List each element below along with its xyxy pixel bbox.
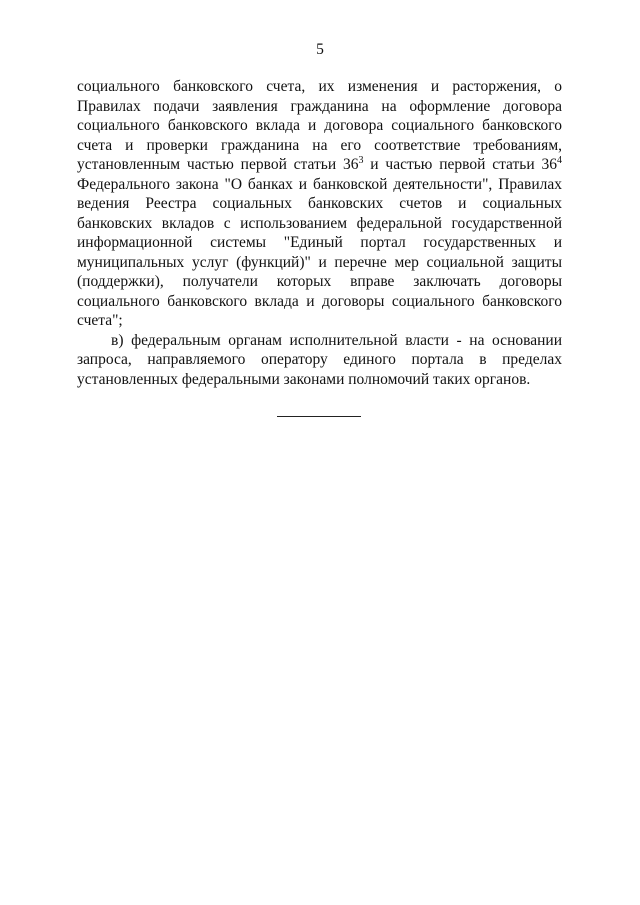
paragraph-text-part: Федерального закона "О банках и банковской деятельности", Правилах ведения Реестра социальных банковских счетов и социальных банковских вкладов с использованием федеральной государственной информационной системы "Единый портал государственных и муниципальных услуг (функций)" и перечне мер социальной защиты (поддержки), получатели которых вправе заключать договоры социального банковского вклада и договоры социального банковского счета"; xyxy=(77,175,562,329)
paragraph-text-part: социального банковского счета, их изменения и расторжения, о Правилах подачи заявления гражданина на оформление договора социального банковского вклада и договора социального банковского счета и проверки гражданина на его соответствие требованиям, установленным частью первой статьи 36 xyxy=(77,78,562,173)
paragraph-text-part: и частью первой статьи 36 xyxy=(363,156,557,173)
document-body xyxy=(77,77,562,389)
end-of-text-rule xyxy=(277,416,361,417)
page-number: 5 xyxy=(316,41,324,58)
superscript: 3 xyxy=(358,155,364,166)
superscript: 4 xyxy=(557,155,562,166)
paragraph-continuation xyxy=(77,77,562,331)
paragraph-item-v: в) федеральным органам исполнительной власти - на основании запроса, направляемого оператору единого портала в пределах установленных федеральными законами полномочий таких органов. xyxy=(77,331,562,388)
